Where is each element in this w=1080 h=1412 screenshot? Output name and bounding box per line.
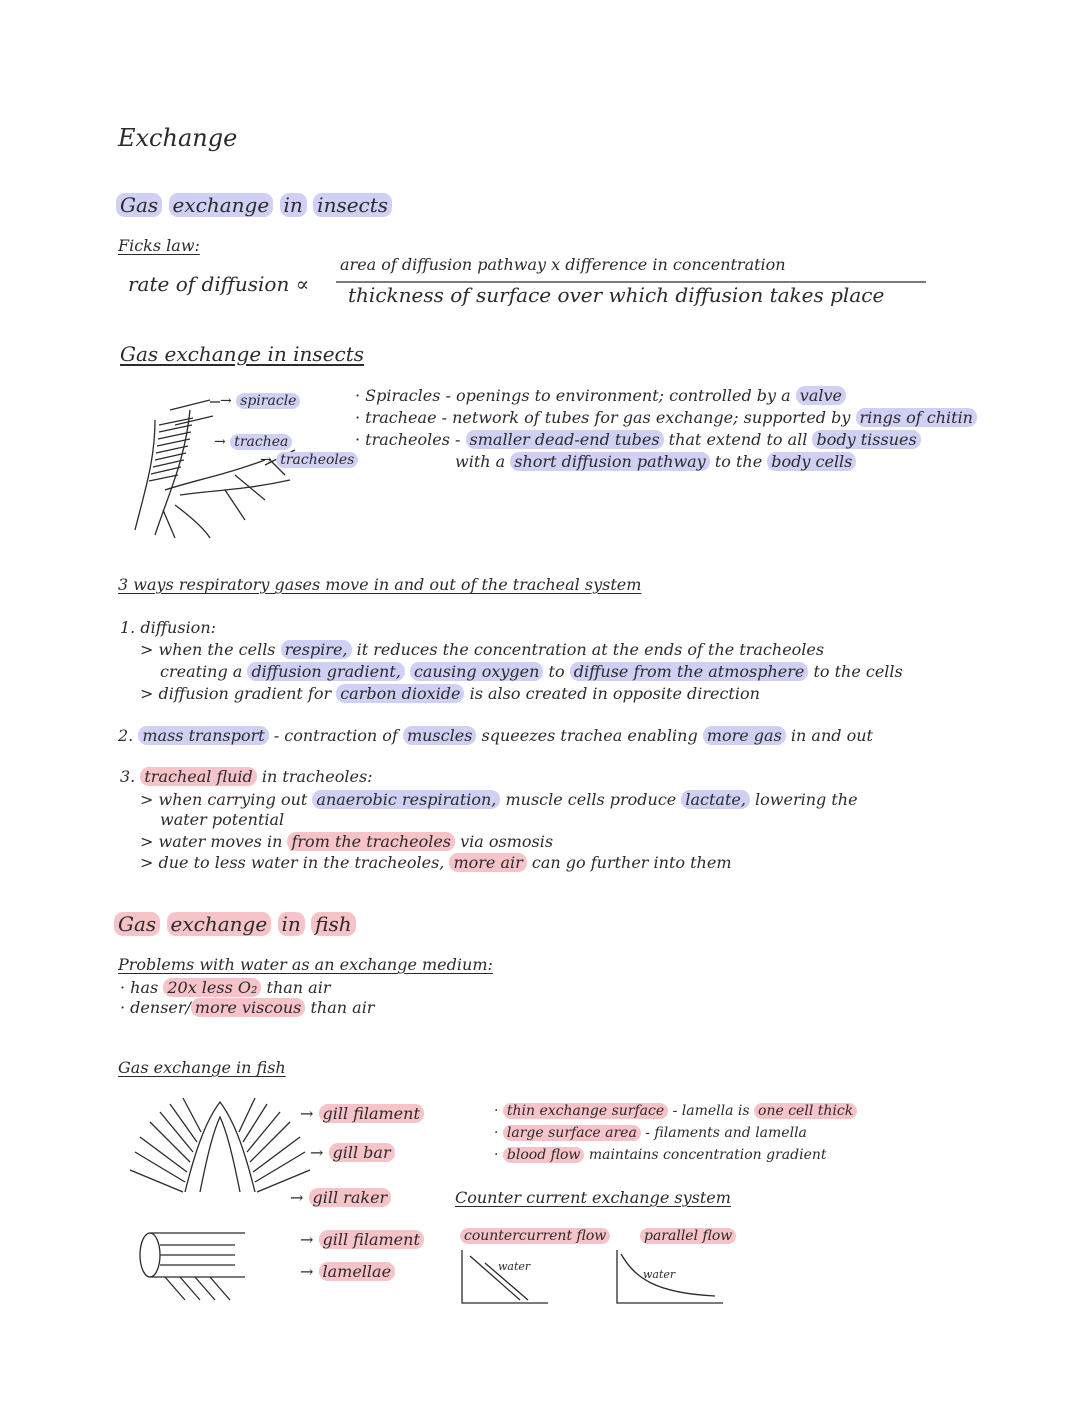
bullet-tracheoles: · tracheoles - smaller dead-end tubes that extend to all body tissues xyxy=(355,430,921,449)
label-spiracle: → spiracle xyxy=(220,393,300,409)
label-gill-raker: → gill raker xyxy=(290,1188,391,1207)
fish-subheading: Gas exchange in fish xyxy=(118,1058,286,1077)
ficks-numerator: area of diffusion pathway x difference in concentration xyxy=(340,255,786,274)
ficks-law-label: Ficks law: xyxy=(118,236,200,255)
tracheal-fluid-line1b: water potential xyxy=(160,810,285,829)
diffusion-line1: > when the cells respire, it reduces the concentration at the ends of the tracheoles xyxy=(140,640,825,659)
label-gill-bar: → gill bar xyxy=(310,1143,395,1162)
section-heading-insects xyxy=(116,193,392,217)
label-trachea: → trachea xyxy=(214,434,292,450)
problems-heading: Problems with water as an exchange medium: xyxy=(118,955,493,974)
problem-1: · has 20x less O₂ than air xyxy=(120,978,331,997)
label-tracheoles: → tracheoles xyxy=(260,452,358,468)
heading-word: Gas xyxy=(116,193,162,217)
diffusion-line2: creating a diffusion gradient, causing oxygen to diffuse from the atmosphere to the cells xyxy=(160,662,903,681)
insects-subheading: Gas exchange in insects xyxy=(120,342,365,366)
page-title: Exchange xyxy=(118,124,238,152)
counter-current-heading: Counter current exchange system xyxy=(455,1188,731,1207)
water-label-1: water xyxy=(498,1260,531,1273)
heading-word: exchange xyxy=(169,193,274,217)
countercurrent-label: countercurrent flow xyxy=(460,1228,610,1244)
ficks-denominator: thickness of surface over which diffusion takes place xyxy=(348,283,885,307)
diffusion-title: 1. diffusion: xyxy=(120,618,217,637)
label-gill-filament-2: → gill filament xyxy=(300,1230,424,1249)
feature-thin-surface: · thin exchange surface - lamella is one cell thick xyxy=(494,1103,857,1119)
heading-word: in xyxy=(280,193,307,217)
label-lamellae: → lamellae xyxy=(300,1262,395,1281)
bullet-tracheoles-cont: with a short diffusion pathway to the body cells xyxy=(455,452,856,471)
bullet-spiracles: · Spiracles - openings to environment; controlled by a valve xyxy=(355,386,846,405)
problem-2: · denser/ more viscous than air xyxy=(120,998,375,1017)
ficks-lhs: rate of diffusion ∝ xyxy=(128,272,310,296)
feature-blood-flow: · blood flow maintains concentration gradient xyxy=(494,1147,827,1163)
mass-transport-line: 2. mass transport - contraction of muscles squeezes trachea enabling more gas in and out xyxy=(118,726,873,745)
three-ways-heading: 3 ways respiratory gases move in and out of the tracheal system xyxy=(118,575,642,594)
filament-diagram xyxy=(135,1225,265,1305)
bullet-tracheae: · tracheae - network of tubes for gas exchange; supported by rings of chitin xyxy=(355,408,977,427)
tracheal-fluid-line2: > water moves in from the tracheoles via osmosis xyxy=(140,832,554,851)
diffusion-line3: > diffusion gradient for carbon dioxide is also created in opposite direction xyxy=(140,684,760,703)
tracheal-fluid-line1: > when carrying out anaerobic respiration, muscle cells produce lactate, lowering the xyxy=(140,790,858,809)
gill-diagram xyxy=(125,1092,325,1202)
label-gill-filament: → gill filament xyxy=(300,1104,424,1123)
countercurrent-graph xyxy=(460,1248,550,1308)
water-label-2: water xyxy=(643,1268,676,1281)
parallel-flow-label: parallel flow xyxy=(640,1228,736,1244)
section-heading-fish: Gas exchange in fish xyxy=(114,912,356,936)
tracheal-fluid-title: 3. tracheal fluid in tracheoles: xyxy=(120,767,373,786)
heading-word: insects xyxy=(313,193,392,217)
tracheal-fluid-line3: > due to less water in the tracheoles, more air can go further into them xyxy=(140,853,732,872)
feature-large-area: · large surface area - filaments and lamella xyxy=(494,1125,807,1141)
